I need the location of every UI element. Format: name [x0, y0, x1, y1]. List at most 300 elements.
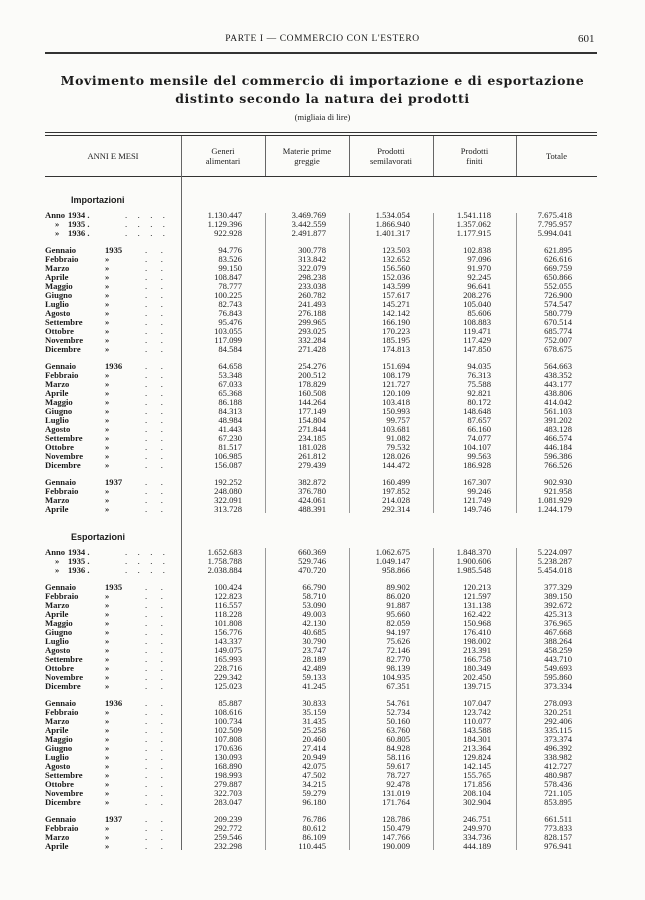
cell-value: 106.985 [214, 451, 242, 461]
dot-leader: . . [145, 734, 164, 744]
cell-value: 149.746 [463, 504, 491, 514]
cell-value: 185.195 [382, 335, 410, 345]
row-label: Giugno [45, 743, 73, 753]
cell-value: 197.852 [382, 486, 410, 496]
row-label: Dicembre [45, 460, 81, 470]
row-year: » [105, 743, 110, 753]
cell-value: 388.264 [544, 636, 572, 646]
dot-leader: . . [145, 424, 164, 434]
row-group [45, 583, 597, 691]
dot-leader: . . . . [125, 556, 166, 566]
cell-value: 254.276 [298, 361, 326, 371]
cell-value: 466.574 [544, 433, 572, 443]
cell-value: 108.847 [214, 272, 242, 282]
cell-value: 42.130 [302, 618, 326, 628]
row-label: Febbraio [45, 707, 79, 717]
cell-value: 143.337 [214, 636, 242, 646]
cell-value: 1.357.062 [456, 219, 491, 229]
cell-value: 234.185 [298, 433, 326, 443]
cell-value: 67.230 [218, 433, 242, 443]
dot-leader: . . . . [125, 210, 166, 220]
column-divider [433, 136, 434, 176]
row-year: 1936 . [68, 228, 90, 238]
row-year: » [105, 725, 110, 735]
cell-value: 144.472 [382, 460, 410, 470]
row-label: Agosto [45, 308, 71, 318]
cell-value: 166.190 [382, 317, 410, 327]
dot-leader: . . [145, 477, 164, 487]
cell-value: 200.512 [298, 370, 326, 380]
cell-value: 59.133 [302, 672, 326, 682]
cell-value: 75.588 [467, 379, 491, 389]
row-year: » [105, 335, 110, 345]
cell-value: 83.526 [218, 254, 242, 264]
cell-value: 66.790 [302, 582, 326, 592]
cell-value: 176.410 [463, 627, 491, 637]
cell-value: 117.429 [463, 335, 491, 345]
cell-value: 50.160 [386, 716, 410, 726]
header-period-label: ANNI E MESI [87, 151, 139, 161]
row-label: Marzo [45, 379, 70, 389]
row-year: » [105, 460, 110, 470]
dot-leader: . . [145, 663, 164, 673]
cell-value: 87.657 [467, 415, 491, 425]
cell-value: 76.843 [218, 308, 242, 318]
cell-value: 3.442.559 [291, 219, 326, 229]
cell-value: 660.369 [298, 547, 326, 557]
cell-value: 412.727 [544, 761, 572, 771]
cell-value: 60.805 [386, 734, 410, 744]
row-label: Settembre [45, 770, 83, 780]
row-group [45, 478, 597, 514]
cell-value: 91.970 [467, 263, 491, 273]
row-year: » [105, 681, 110, 691]
row-label: Ottobre [45, 663, 74, 673]
cell-value: 145.271 [382, 299, 410, 309]
cell-value: 54.761 [386, 698, 410, 708]
cell-value: 123.742 [463, 707, 491, 717]
cell-value: 382.872 [298, 477, 326, 487]
cell-value: 574.547 [544, 299, 572, 309]
cell-value: 828.157 [544, 832, 572, 842]
cell-value: 160.508 [298, 388, 326, 398]
row-label: Febbraio [45, 254, 79, 264]
dot-leader: . . . . [125, 228, 166, 238]
cell-value: 160.499 [382, 477, 410, 487]
cell-value: 165.993 [214, 654, 242, 664]
cell-value: 190.009 [382, 841, 410, 851]
row-year: 1937 [105, 477, 123, 487]
dot-leader: . . [145, 397, 164, 407]
cell-value: 1.062.675 [375, 547, 410, 557]
cell-value: 20.949 [302, 752, 326, 762]
header-materie-label: Materie prime greggie [282, 146, 332, 166]
row-year: 1936 [105, 698, 123, 708]
row-year: » [105, 761, 110, 771]
cell-value: 168.890 [214, 761, 242, 771]
cell-value: 458.259 [544, 645, 572, 655]
cell-value: 578.436 [544, 779, 572, 789]
row-label: Dicembre [45, 681, 81, 691]
row-year: 1934 . [68, 547, 90, 557]
row-year: » [105, 290, 110, 300]
cell-value: 156.087 [214, 460, 242, 470]
cell-value: 64.658 [218, 361, 242, 371]
dot-leader: . . [145, 779, 164, 789]
cell-value: 192.252 [214, 477, 242, 487]
cell-value: 1.401.317 [375, 228, 410, 238]
cell-value: 180.349 [463, 663, 491, 673]
cell-value: 171.764 [382, 797, 410, 807]
row-label: Agosto [45, 424, 71, 434]
row-label: Febbraio [45, 486, 79, 496]
section-title: Importazioni [71, 195, 125, 205]
header-generi [181, 140, 265, 172]
cell-value: 773.833 [544, 823, 572, 833]
row-label: Marzo [45, 495, 70, 505]
cell-value: 52.734 [386, 707, 410, 717]
dot-leader: . . [145, 299, 164, 309]
cell-value: 313.728 [214, 504, 242, 514]
cell-value: 41.443 [218, 424, 242, 434]
cell-value: 228.716 [214, 663, 242, 673]
cell-value: 3.469.769 [291, 210, 326, 220]
cell-value: 1.534.054 [375, 210, 410, 220]
cell-value: 278.093 [544, 698, 572, 708]
row-year: » [105, 779, 110, 789]
table-top-rule-2 [45, 135, 597, 136]
cell-value: 1.541.118 [456, 210, 491, 220]
row-label: Aprile [45, 725, 69, 735]
cell-value: 82.743 [218, 299, 242, 309]
cell-value: 580.779 [544, 308, 572, 318]
cell-value: 94.776 [218, 245, 242, 255]
cell-value: 20.460 [302, 734, 326, 744]
cell-value: 23.747 [302, 645, 326, 655]
cell-value: 178.829 [298, 379, 326, 389]
cell-value: 152.036 [382, 272, 410, 282]
cell-value: 313.842 [298, 254, 326, 264]
dot-leader: . . [145, 716, 164, 726]
cell-value: 1.177.915 [456, 228, 491, 238]
cell-value: 78.727 [386, 770, 410, 780]
cell-value: 279.887 [214, 779, 242, 789]
cell-value: 467.668 [544, 627, 572, 637]
row-label: Marzo [45, 832, 70, 842]
cell-value: 107.047 [463, 698, 491, 708]
dot-leader: . . [145, 308, 164, 318]
dot-leader: . . [145, 797, 164, 807]
row-year: » [105, 495, 110, 505]
row-year: » [105, 716, 110, 726]
cell-value: 84.313 [218, 406, 242, 416]
cell-value: 49.003 [302, 609, 326, 619]
cell-value: 105.040 [463, 299, 491, 309]
cell-value: 424.061 [298, 495, 326, 505]
row-label: Agosto [45, 761, 71, 771]
row-label: Maggio [45, 734, 73, 744]
row-year: » [105, 397, 110, 407]
cell-value: 128.026 [382, 451, 410, 461]
cell-value: 921.958 [544, 486, 572, 496]
dot-leader: . . [145, 752, 164, 762]
row-year: » [105, 618, 110, 628]
cell-value: 147.766 [382, 832, 410, 842]
dot-leader: . . [145, 761, 164, 771]
row-year: » [105, 370, 110, 380]
dot-leader: . . [145, 770, 164, 780]
cell-value: 2.491.877 [291, 228, 326, 238]
row-label: Febbraio [45, 370, 79, 380]
cell-value: 30.833 [302, 698, 326, 708]
table-row [45, 229, 597, 238]
cell-value: 110.445 [298, 841, 326, 851]
cell-value: 976.941 [544, 841, 572, 851]
dot-leader: . . [145, 433, 164, 443]
cell-value: 170.636 [214, 743, 242, 753]
dot-leader: . . [145, 636, 164, 646]
cell-value: 65.368 [218, 388, 242, 398]
cell-value: 249.970 [463, 823, 491, 833]
cell-value: 104.935 [382, 672, 410, 682]
cell-value: 142.145 [463, 761, 491, 771]
cell-value: 292.314 [382, 504, 410, 514]
row-label: Giugno [45, 290, 73, 300]
row-label: Maggio [45, 397, 73, 407]
cell-value: 198.002 [463, 636, 491, 646]
cell-value: 549.693 [544, 663, 572, 673]
cell-value: 167.307 [463, 477, 491, 487]
cell-value: 5.238.287 [537, 556, 572, 566]
cell-value: 123.503 [382, 245, 410, 255]
cell-value: 128.786 [382, 814, 410, 824]
cell-value: 241.493 [298, 299, 326, 309]
dot-leader: . . [145, 460, 164, 470]
row-label: Gennaio [45, 582, 77, 592]
cell-value: 102.838 [463, 245, 491, 255]
cell-value: 110.077 [463, 716, 491, 726]
cell-value: 529.746 [298, 556, 326, 566]
cell-value: 67.351 [386, 681, 410, 691]
row-year: » [105, 308, 110, 318]
header-period [45, 140, 181, 172]
cell-value: 82.770 [386, 654, 410, 664]
dot-leader: . . . . [125, 219, 166, 229]
cell-value: 721.105 [544, 788, 572, 798]
row-label: Settembre [45, 317, 83, 327]
cell-value: 92.478 [386, 779, 410, 789]
cell-value: 139.715 [463, 681, 491, 691]
cell-value: 595.860 [544, 672, 572, 682]
cell-value: 669.759 [544, 263, 572, 273]
cell-value: 131.019 [382, 788, 410, 798]
cell-value: 63.760 [386, 725, 410, 735]
cell-value: 47.502 [302, 770, 326, 780]
table-row [45, 345, 597, 354]
cell-value: 48.984 [218, 415, 242, 425]
cell-value: 101.808 [214, 618, 242, 628]
row-year: 1936 [105, 361, 123, 371]
cell-value: 92.245 [467, 272, 491, 282]
header-rule [45, 52, 597, 54]
cell-value: 122.823 [214, 591, 242, 601]
cell-value: 59.617 [386, 761, 410, 771]
cell-value: 84.928 [386, 743, 410, 753]
dot-leader: . . [145, 335, 164, 345]
dot-leader: . . [145, 681, 164, 691]
table-row [45, 682, 597, 691]
cell-value: 41.245 [302, 681, 326, 691]
dot-leader: . . [145, 415, 164, 425]
cell-value: 76.313 [467, 370, 491, 380]
cell-value: 150.479 [382, 823, 410, 833]
cell-value: 155.765 [463, 770, 491, 780]
cell-value: 373.334 [544, 681, 572, 691]
cell-value: 561.103 [544, 406, 572, 416]
row-year: » [105, 797, 110, 807]
row-label: Novembre [45, 451, 84, 461]
dot-leader: . . [145, 495, 164, 505]
cell-value: 670.514 [544, 317, 572, 327]
header-materie [265, 140, 349, 172]
cell-value: 7.795.957 [537, 219, 572, 229]
cell-value: 213.364 [463, 743, 491, 753]
cell-value: 260.782 [298, 290, 326, 300]
cell-value: 121.749 [463, 495, 491, 505]
cell-value: 232.298 [214, 841, 242, 851]
row-label: Dicembre [45, 344, 81, 354]
row-label: Luglio [45, 752, 69, 762]
row-label: Gennaio [45, 361, 77, 371]
dot-leader: . . [145, 263, 164, 273]
cell-value: 86.188 [218, 397, 242, 407]
cell-value: 80.612 [302, 823, 326, 833]
row-year: » [105, 600, 110, 610]
cell-value: 1.985.548 [456, 565, 491, 575]
cell-value: 174.813 [382, 344, 410, 354]
cell-value: 58.710 [302, 591, 326, 601]
cell-value: 438.806 [544, 388, 572, 398]
cell-value: 25.258 [302, 725, 326, 735]
cell-value: 166.758 [463, 654, 491, 664]
row-year: » [105, 424, 110, 434]
row-label: Luglio [45, 636, 69, 646]
header-semilavorati-label: Prodotti semilavorati [369, 146, 412, 166]
row-label: Novembre [45, 672, 84, 682]
cell-value: 96.180 [302, 797, 326, 807]
dot-leader: . . [145, 281, 164, 291]
cell-value: 98.139 [386, 663, 410, 673]
row-label: Luglio [45, 415, 69, 425]
cell-value: 186.928 [463, 460, 491, 470]
section-importazioni [45, 193, 597, 522]
cell-value: 82.059 [386, 618, 410, 628]
cell-value: 443.710 [544, 654, 572, 664]
row-label: Febbraio [45, 823, 79, 833]
header-generi-label: Generi alimentari [205, 146, 241, 166]
cell-value: 59.279 [302, 788, 326, 798]
cell-value: 117.099 [214, 335, 242, 345]
cell-value: 678.675 [544, 344, 572, 354]
cell-value: 108.179 [382, 370, 410, 380]
cell-value: 564.663 [544, 361, 572, 371]
cell-value: 322.703 [214, 788, 242, 798]
cell-value: 1.848.370 [456, 547, 491, 557]
cell-value: 752.007 [544, 335, 572, 345]
cell-value: 131.138 [463, 600, 491, 610]
cell-value: 438.352 [544, 370, 572, 380]
dot-leader: . . [145, 707, 164, 717]
cell-value: 332.284 [298, 335, 326, 345]
cell-value: 100.734 [214, 716, 242, 726]
row-year: » [105, 263, 110, 273]
cell-value: 147.850 [463, 344, 491, 354]
cell-value: 42.489 [302, 663, 326, 673]
row-label: Agosto [45, 645, 71, 655]
cell-value: 125.023 [214, 681, 242, 691]
cell-value: 99.150 [218, 263, 242, 273]
dot-leader: . . [145, 672, 164, 682]
cell-value: 103.055 [214, 326, 242, 336]
row-group [45, 362, 597, 470]
cell-value: 156.776 [214, 627, 242, 637]
cell-value: 91.082 [386, 433, 410, 443]
row-year: » [105, 442, 110, 452]
row-year: » [105, 486, 110, 496]
cell-value: 621.895 [544, 245, 572, 255]
cell-value: 552.055 [544, 281, 572, 291]
cell-value: 483.128 [544, 424, 572, 434]
cell-value: 99.757 [386, 415, 410, 425]
cell-value: 42.075 [302, 761, 326, 771]
cell-value: 922.928 [214, 228, 242, 238]
cell-value: 1.049.147 [375, 556, 410, 566]
cell-value: 157.617 [382, 290, 410, 300]
row-label: Settembre [45, 433, 83, 443]
dot-leader: . . [145, 698, 164, 708]
cell-value: 149.075 [214, 645, 242, 655]
row-label: Luglio [45, 299, 69, 309]
cell-value: 34.215 [302, 779, 326, 789]
dot-leader: . . [145, 600, 164, 610]
row-year: » [105, 841, 110, 851]
row-label: Aprile [45, 388, 69, 398]
cell-value: 322.079 [298, 263, 326, 273]
cell-value: 214.028 [382, 495, 410, 505]
cell-value: 444.189 [463, 841, 491, 851]
dot-leader: . . [145, 627, 164, 637]
cell-value: 31.435 [302, 716, 326, 726]
cell-value: 86.109 [302, 832, 326, 842]
table-unit: (migliaia di lire) [294, 112, 351, 122]
cell-value: 376.965 [544, 618, 572, 628]
cell-value: 389.150 [544, 591, 572, 601]
dot-leader: . . [145, 618, 164, 628]
cell-value: 293.025 [298, 326, 326, 336]
cell-value: 213.391 [463, 645, 491, 655]
dot-leader: . . [145, 814, 164, 824]
cell-value: 119.471 [463, 326, 491, 336]
cell-value: 726.900 [544, 290, 572, 300]
cell-value: 104.107 [463, 442, 491, 452]
row-group [45, 246, 597, 354]
dot-leader: . . [145, 654, 164, 664]
dot-leader: . . [145, 832, 164, 842]
row-year: 1937 [105, 814, 123, 824]
cell-value: 443.177 [544, 379, 572, 389]
cell-value: 298.238 [298, 272, 326, 282]
cell-value: 150.968 [463, 618, 491, 628]
